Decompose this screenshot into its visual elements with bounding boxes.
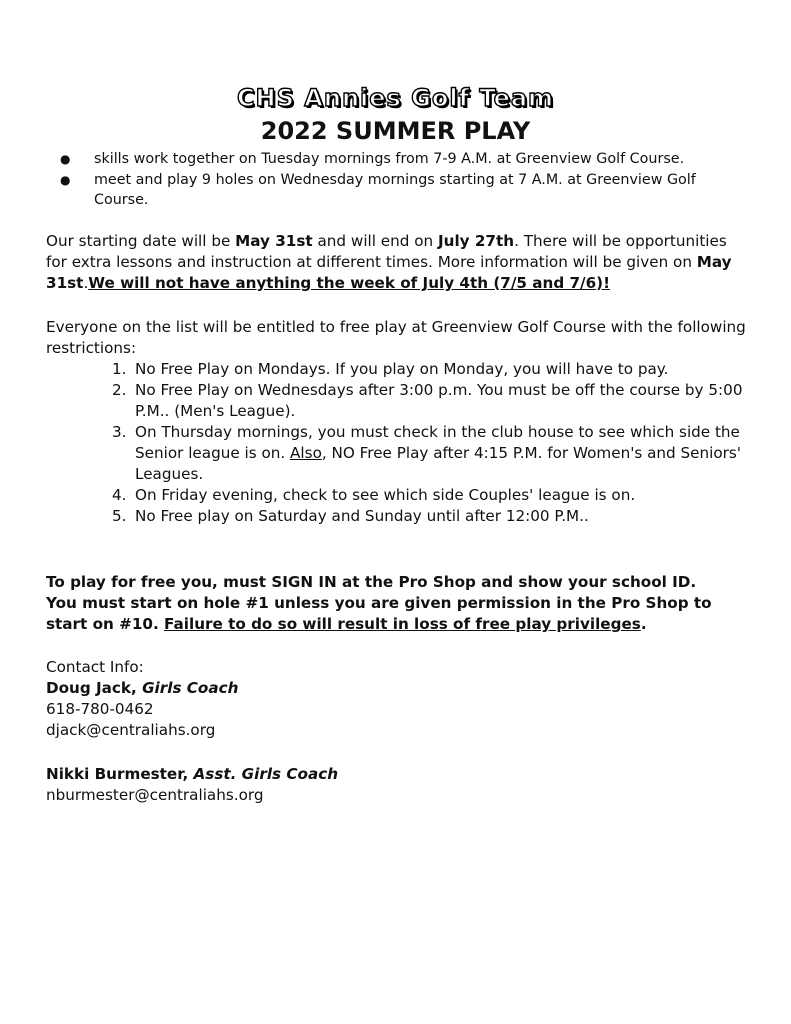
contact-section-2 xyxy=(46,764,746,806)
item-text: , NO Free Play after 4:15 P.M. for Women's and Seniors' Leagues. xyxy=(135,444,741,483)
list-item xyxy=(46,506,746,527)
intro-text: . There will be opportunities for extra lessons and instruction at different times. More information will be given on xyxy=(46,232,727,271)
start-date: May 31st xyxy=(235,232,313,250)
coach1-email: djack@centraliahs.org xyxy=(46,721,216,739)
sign-in-notice xyxy=(46,572,746,635)
holiday-notice: We will not have anything the week of July 4th (7/5 and 7/6)! xyxy=(88,274,611,292)
list-item xyxy=(46,485,746,506)
free-play-section xyxy=(46,317,746,527)
coach1-phone: 618-780-0462 xyxy=(46,700,154,718)
contact-heading: Contact Info: xyxy=(46,658,144,676)
team-title: CHS Annies Golf Team xyxy=(236,84,555,112)
item-number: 3. xyxy=(112,423,127,441)
intro-paragraph xyxy=(46,231,746,294)
item-text: No Free Play on Wednesdays after 3:00 p.m. You must be off the course by 5:00 P.M.. (Men's League). xyxy=(135,381,743,420)
hole-rule-text: You must start on hole #1 unless you are given permission in the Pro Shop to start on #10. xyxy=(46,594,712,633)
coach2-email: nburmester@centraliahs.org xyxy=(46,786,264,804)
penalty-text: Failure to do so will result in loss of free play privileges xyxy=(164,615,641,633)
coach1-line xyxy=(46,678,746,699)
item-number: 2. xyxy=(112,381,127,399)
intro-text: . xyxy=(83,274,89,292)
coach2-line xyxy=(46,764,746,785)
free-play-lead: Everyone on the list will be entitled to free play at Greenview Golf Course with the following restrictions: xyxy=(46,318,746,357)
end-date: July 27th xyxy=(438,232,515,250)
item-number: 4. xyxy=(112,486,127,504)
bullet-icon: ● xyxy=(60,152,71,166)
intro-text: Our starting date will be xyxy=(46,232,236,250)
item-text: No Free Play on Mondays. If you play on Monday, you will have to pay. xyxy=(135,360,669,378)
list-item xyxy=(46,380,746,422)
item-number: 1. xyxy=(112,360,127,378)
coach1-name: Doug Jack, xyxy=(46,679,143,697)
intro-text: and will end on xyxy=(312,232,438,250)
coach2-name: Nikki Burmester, xyxy=(46,765,194,783)
list-item xyxy=(46,359,746,380)
info-date: May 31st xyxy=(46,253,732,292)
practice-schedule-list xyxy=(46,149,746,211)
bullet-text: skills work together on Tuesday mornings from 7-9 A.M. at Greenview Golf Course. xyxy=(94,151,685,167)
list-item xyxy=(46,422,746,485)
coach1-role: Girls Coach xyxy=(142,679,239,697)
item-text: On Friday evening, check to see which side Couples' league is on. xyxy=(135,486,636,504)
bullet-text: meet and play 9 holes on Wednesday mornings starting at 7 A.M. at Greenview Golf Course. xyxy=(94,171,696,208)
hole-rule-line xyxy=(46,593,746,635)
item-text-underlined: Also xyxy=(290,444,322,462)
bullet-icon: ● xyxy=(60,172,71,187)
contact-section xyxy=(46,657,746,741)
list-item xyxy=(46,170,746,211)
coach2-role: Asst. Girls Coach xyxy=(193,765,339,783)
item-text: No Free play on Saturday and Sunday until after 12:00 P.M.. xyxy=(135,507,589,525)
season-subtitle: 2022 SUMMER PLAY xyxy=(260,117,531,145)
item-text: On Thursday mornings, you must check in the club house to see which side the Senior league is on. xyxy=(135,423,740,462)
sign-in-line: To play for free you, must SIGN IN at the Pro Shop and show your school ID. xyxy=(46,573,697,591)
hole-rule-end: . xyxy=(640,615,647,633)
list-item xyxy=(46,149,746,170)
item-number: 5. xyxy=(112,507,127,525)
restrictions-list xyxy=(46,359,746,527)
